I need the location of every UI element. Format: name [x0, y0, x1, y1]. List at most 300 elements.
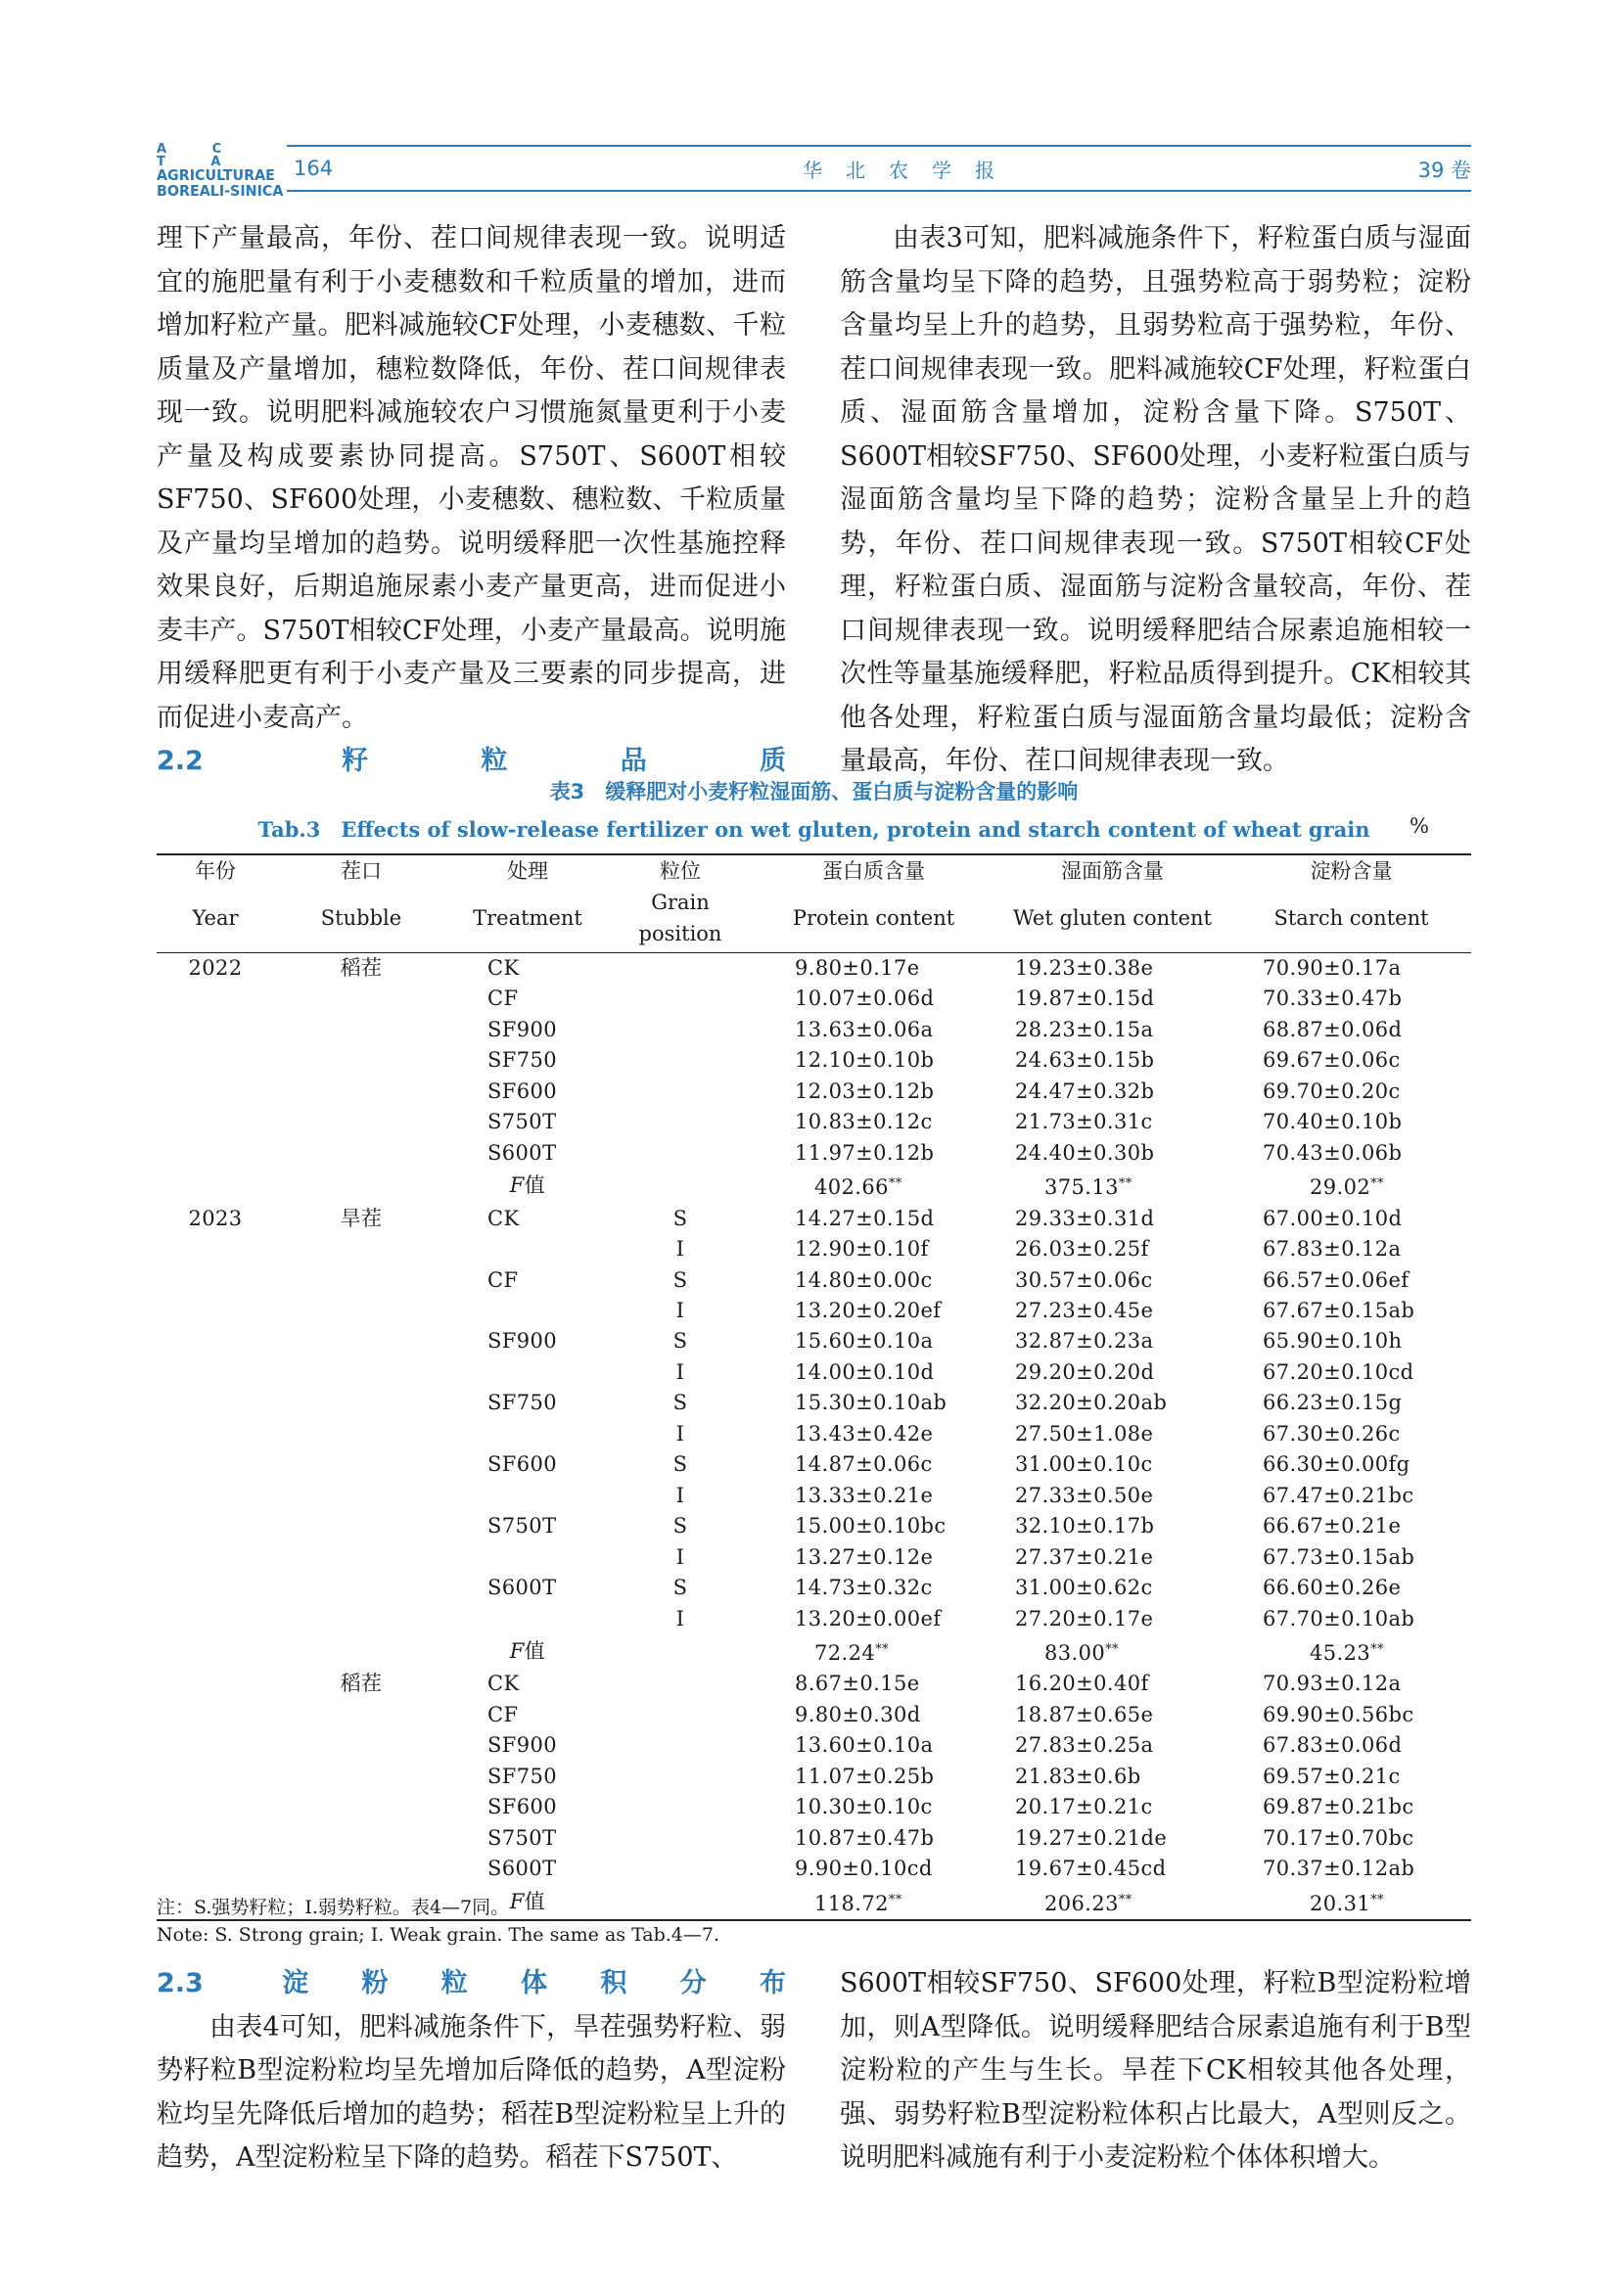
table-cell-treatment — [448, 1357, 607, 1388]
table-row — [157, 1138, 1471, 1169]
table-cell-protein: 14.87±0.06c — [795, 1452, 933, 1477]
table-cell-gluten: 27.20±0.17e — [1015, 1606, 1154, 1630]
table-row — [157, 1854, 1471, 1884]
table-cell-starch: 67.73±0.15ab — [1263, 1544, 1415, 1569]
table-cell-f-value — [754, 1634, 994, 1669]
table-cell-treatment: SF750 — [487, 1764, 558, 1788]
table-row — [157, 1077, 1471, 1107]
table-row — [157, 1388, 1471, 1418]
table-cell-starch: 70.37±0.12ab — [1263, 1857, 1415, 1881]
table-cell-grain-position — [607, 1138, 754, 1169]
table-row — [157, 984, 1471, 1014]
table-cell-gluten: 32.20±0.20ab — [1015, 1391, 1168, 1415]
table-row — [157, 1015, 1471, 1045]
table-cell-year — [157, 1045, 274, 1076]
table-cell-grain-position — [607, 1730, 754, 1761]
table-cell-gluten: 31.00±0.10c — [1015, 1452, 1153, 1477]
f-label: 值 — [524, 1173, 546, 1198]
table-cell-year — [157, 1138, 274, 1169]
table-cell-starch: 70.40±0.10b — [1263, 1110, 1403, 1134]
header-starch-en: Starch content — [1231, 887, 1471, 953]
table-cell-starch: 65.90±0.10h — [1263, 1329, 1403, 1354]
table-row — [157, 1107, 1471, 1137]
f-label: 值 — [524, 1638, 546, 1663]
table-cell-grain-position — [607, 1885, 754, 1919]
f-value: 29.02 — [1310, 1175, 1371, 1200]
table-cell-year — [157, 1326, 274, 1356]
table-cell-gluten: 27.83±0.25a — [1015, 1733, 1154, 1758]
table-cell-treatment — [448, 1296, 607, 1326]
header-starch-cn: 淀粉含量 — [1310, 859, 1393, 883]
table-cell-treatment — [448, 1604, 607, 1634]
table-cell-starch: 66.30±0.00fg — [1263, 1452, 1410, 1477]
table-cell-f-label — [448, 1169, 607, 1203]
right-column-bottom — [840, 1962, 1471, 2181]
header-year-cn: 年份 — [195, 859, 236, 883]
table-cell-grain-position: S — [672, 1267, 688, 1292]
table-cell-gluten: 19.87±0.15d — [1015, 987, 1155, 1011]
significance-mark: ** — [1118, 1892, 1133, 1907]
table-cell-protein: 13.20±0.20ef — [795, 1298, 942, 1322]
table-cell-grain-position: S — [672, 1452, 688, 1477]
table-cell-grain-position: S — [672, 1206, 688, 1230]
table-note-en: Note: S. Strong grain; I. Weak grain. The same as Tab.4—7. — [157, 1924, 720, 1946]
table-row — [157, 1234, 1471, 1264]
table-cell-starch: 67.67±0.15ab — [1263, 1298, 1415, 1322]
table-cell-gluten: 21.73±0.31c — [1015, 1110, 1153, 1134]
table-cell-starch: 70.90±0.17a — [1263, 956, 1402, 980]
header-rule-bottom — [287, 190, 1471, 192]
table-row — [157, 1296, 1471, 1326]
table-cell-protein: 14.00±0.10d — [795, 1359, 935, 1384]
table-cell-treatment: SF600 — [487, 1079, 558, 1103]
f-value: 83.00 — [1044, 1640, 1106, 1665]
f-symbol: F — [509, 1173, 525, 1198]
table-cell-starch: 70.43±0.06b — [1263, 1140, 1403, 1165]
table-cell-stubble — [274, 1388, 448, 1418]
table-header-en — [157, 887, 1471, 953]
table-cell-starch: 66.23±0.15g — [1263, 1391, 1403, 1415]
table-row — [157, 1326, 1471, 1356]
f-value: 402.66 — [814, 1175, 889, 1200]
header-rule-top — [287, 145, 1471, 147]
significance-mark: ** — [888, 1892, 902, 1907]
f-label: 值 — [524, 1889, 546, 1913]
table-cell-protein: 13.60±0.10a — [795, 1733, 934, 1758]
table-cell-grain-position: I — [675, 1421, 685, 1446]
section-number: 2.3 — [157, 1968, 204, 1998]
table-cell-protein: 15.00±0.10bc — [795, 1514, 947, 1538]
table-cell-grain-position: S — [672, 1391, 688, 1415]
table-cell-stubble — [274, 1265, 448, 1296]
table-cell-gluten: 24.40±0.30b — [1015, 1140, 1155, 1165]
table-cell-starch: 66.57±0.06ef — [1263, 1267, 1410, 1292]
right-column — [840, 217, 1471, 784]
table-cell-treatment: CK — [487, 1206, 520, 1230]
table-cell-protein: 12.03±0.12b — [795, 1079, 935, 1103]
table-cell-stubble — [274, 1634, 448, 1669]
table-cell-protein: 10.07±0.06d — [795, 987, 935, 1011]
table-cell-grain-position: S — [672, 1329, 688, 1354]
table-cell-year — [157, 1634, 274, 1669]
header-year-en: Year — [157, 887, 274, 953]
table-cell-protein: 13.43±0.42e — [795, 1421, 934, 1446]
table-cell-stubble — [274, 1015, 448, 1045]
section-number: 2.2 — [157, 746, 204, 776]
table-cell-treatment — [448, 1419, 607, 1449]
table-cell-gluten: 24.63±0.15b — [1015, 1048, 1155, 1073]
table-cell-year — [157, 1265, 274, 1296]
table-cell-gluten: 27.50±1.08e — [1015, 1421, 1154, 1446]
table-cell-treatment: SF900 — [487, 1733, 558, 1758]
table-cell-gluten: 27.23±0.45e — [1015, 1298, 1154, 1322]
table-cell-stubble — [274, 1604, 448, 1634]
table-cell-protein: 13.63±0.06a — [795, 1017, 934, 1041]
table-cell-gluten: 29.20±0.20d — [1015, 1359, 1155, 1384]
table-cell-starch: 67.47±0.21bc — [1263, 1483, 1414, 1507]
table-cell-year — [157, 1854, 274, 1884]
table-cell-grain-position: I — [675, 1483, 685, 1507]
table-cell-gluten: 19.27±0.21de — [1015, 1825, 1168, 1850]
table-cell-gluten: 27.37±0.21e — [1015, 1544, 1154, 1569]
table-cell-protein: 13.33±0.21e — [795, 1483, 934, 1507]
table-cell-year — [157, 984, 274, 1014]
header-protein-en: Protein content — [754, 887, 994, 953]
data-table — [157, 853, 1471, 1921]
table-cell-starch: 70.17±0.70bc — [1263, 1825, 1414, 1850]
table-cell-starch: 68.87±0.06d — [1263, 1017, 1403, 1041]
table-cell-year — [157, 1481, 274, 1511]
table-cell-grain-position — [607, 1669, 754, 1699]
page-number: 164 — [294, 157, 334, 180]
table-cell-treatment: CF — [487, 987, 519, 1011]
table-cell-stubble: 稻茬 — [340, 956, 383, 980]
table-cell-grain-position — [607, 1823, 754, 1854]
table-cell-grain-position: I — [675, 1359, 685, 1384]
table-cell-grain-position — [607, 1634, 754, 1669]
table-cell-grain-position: S — [672, 1576, 688, 1600]
table-cell-starch: 69.70±0.20c — [1263, 1079, 1401, 1103]
table-cell-year — [157, 1762, 274, 1792]
table-cell-stubble — [274, 1511, 448, 1541]
header-stubble-cn: 茬口 — [341, 859, 382, 883]
right-paragraph-1: 由表3可知，肥料减施条件下，籽粒蛋白质与湿面筋含量均呈下降的趋势，且强势粒高于弱势粒；淀粉含量均呈上升的趋势，且弱势粒高于强势粒，年份、茬口间规律表现一致。肥料减施较CF处理，籽粒蛋白质、湿面筋含量增加，淀粉含量下降。S750T、S600T相较SF750、SF600处理，小麦籽粒蛋白质与湿面筋含量均呈下降的趋势；淀粉含量呈上升的趋势，年份、茬口间规律表现一致。S750T相较CF处理，籽粒蛋白质、湿面筋与淀粉含量较高，年份、茬口间规律表现一致。说明缓释肥结合尿素追施相较一次性等量基施缓释肥，籽粒品质得到提升。CK相较其他各处理，籽粒蛋白质与湿面筋含量均最低；淀粉含量最高，年份、茬口间规律表现一致。 — [840, 223, 1471, 776]
table-cell-year — [157, 1730, 274, 1761]
table-cell-year — [157, 1234, 274, 1264]
section-title: 淀粉粒体积分布 — [228, 1968, 786, 1998]
table-cell-treatment: S750T — [487, 1514, 557, 1538]
table-note-cn: 注：S.强势籽粒；I.弱势籽粒。表4—7同。 — [157, 1897, 510, 1918]
table-cell-gluten: 20.17±0.21c — [1015, 1795, 1153, 1819]
header-grain-position-cn: 粒位 — [660, 859, 701, 883]
left-column — [157, 217, 786, 784]
table-cell-grain-position — [607, 1700, 754, 1730]
table-cell-grain-position — [607, 1762, 754, 1792]
table-cell-year — [157, 1077, 274, 1107]
table-cell-treatment: SF900 — [487, 1329, 558, 1354]
table-cell-grain-position — [607, 1077, 754, 1107]
significance-mark: ** — [1370, 1176, 1384, 1192]
table-cell-grain-position: I — [675, 1544, 685, 1569]
table-cell-stubble — [274, 1045, 448, 1076]
table-row — [157, 1730, 1471, 1761]
table-cell-year — [157, 1542, 274, 1573]
table-cell-gluten: 19.67±0.45cd — [1015, 1857, 1167, 1881]
table-cell-year — [157, 1169, 274, 1203]
table-cell-f-value — [754, 1169, 994, 1203]
table-cell-stubble — [274, 984, 448, 1014]
significance-mark: ** — [1370, 1641, 1384, 1657]
table-cell-treatment: CK — [487, 1672, 520, 1696]
table-cell-treatment: CK — [487, 956, 520, 980]
table-cell-protein: 14.73±0.32c — [795, 1576, 933, 1600]
table-body — [157, 953, 1471, 1920]
table-cell-starch: 70.33±0.47b — [1263, 987, 1403, 1011]
table-cell-year: 2023 — [188, 1206, 243, 1230]
table-cell-starch: 67.70±0.10ab — [1263, 1606, 1415, 1630]
table-cell-protein: 14.27±0.15d — [795, 1206, 935, 1230]
table-cell-year — [157, 1792, 274, 1822]
table-cell-treatment: SF750 — [487, 1048, 558, 1073]
table-cell-gluten: 32.10±0.17b — [1015, 1514, 1155, 1538]
table-row — [157, 1449, 1471, 1480]
table-cell-grain-position — [607, 1015, 754, 1045]
table-cell-gluten: 28.23±0.15a — [1015, 1017, 1154, 1041]
f-value: 118.72 — [814, 1891, 889, 1915]
table-cell-grain-position: S — [672, 1514, 688, 1538]
table-cell-treatment: S750T — [487, 1825, 557, 1850]
table-cell-treatment: S600T — [487, 1576, 557, 1600]
table-cell-year — [157, 1107, 274, 1137]
table-cell-grain-position: I — [675, 1298, 685, 1322]
table-cell-treatment: CF — [487, 1267, 519, 1292]
f-value: 206.23 — [1044, 1891, 1119, 1915]
table-row — [157, 1823, 1471, 1854]
table-cell-treatment — [448, 1234, 607, 1264]
volume-label: 39 卷 — [1417, 159, 1471, 182]
table-cell-starch: 67.83±0.06d — [1263, 1733, 1403, 1758]
table-cell-gluten: 27.33±0.50e — [1015, 1483, 1154, 1507]
left-paragraph-2: 由表4可知，肥料减施条件下，旱茬强势籽粒、弱势籽粒B型淀粉粒均呈先增加后降低的趋势，A型淀粉粒均呈先降低后增加的趋势；稻茬B型淀粉粒呈上升的趋势，A型淀粉粒呈下降的趋势。稻茬下S750T、 — [157, 2011, 786, 2173]
table-cell-grain-position — [607, 984, 754, 1014]
table-cell-protein: 12.90±0.10f — [795, 1237, 929, 1262]
table-cell-grain-position — [607, 953, 754, 985]
table-cell-stubble — [274, 1854, 448, 1884]
table-cell-protein: 13.27±0.12e — [795, 1544, 934, 1569]
table-cell-protein: 9.80±0.17e — [795, 956, 920, 980]
table-cell-year — [157, 1296, 274, 1326]
table-cell-starch: 67.00±0.10d — [1263, 1206, 1403, 1230]
table-cell-f-value — [754, 1885, 994, 1919]
table-cell-stubble — [274, 1449, 448, 1480]
table-cell-stubble — [274, 1138, 448, 1169]
table-cell-protein: 11.07±0.25b — [795, 1764, 935, 1788]
table-row — [157, 1169, 1471, 1203]
table-cell-year — [157, 1449, 274, 1480]
table-cell-stubble — [274, 1730, 448, 1761]
table-row — [157, 1419, 1471, 1449]
table-cell-treatment: CF — [487, 1702, 519, 1726]
table-cell-gluten: 26.03±0.25f — [1015, 1237, 1149, 1262]
table-cell-starch: 69.90±0.56bc — [1263, 1702, 1414, 1726]
table-cell-gluten: 19.23±0.38e — [1015, 956, 1154, 980]
table-cell-protein: 9.90±0.10cd — [795, 1857, 933, 1881]
table-cell-year — [157, 1357, 274, 1388]
table-cell-protein: 10.30±0.10c — [795, 1795, 933, 1819]
table-cell-gluten: 24.47±0.32b — [1015, 1079, 1155, 1103]
table-row — [157, 1204, 1471, 1234]
table-cell-f-label — [448, 1634, 607, 1669]
table-row — [157, 1481, 1471, 1511]
table-cell-year — [157, 1573, 274, 1603]
table-cell-stubble — [274, 1573, 448, 1603]
table-cell-gluten: 32.87±0.23a — [1015, 1329, 1154, 1354]
f-symbol: F — [509, 1638, 525, 1663]
table-cell-year — [157, 1700, 274, 1730]
table-cell-protein: 15.30±0.10ab — [795, 1391, 948, 1415]
table-row — [157, 953, 1471, 985]
table-cell-protein: 10.83±0.12c — [795, 1110, 933, 1134]
table-cell-grain-position: I — [675, 1606, 685, 1630]
table-cell-stubble — [274, 1169, 448, 1203]
table-unit: % — [1410, 814, 1429, 838]
table-cell-stubble — [274, 1419, 448, 1449]
table-cell-f-value — [1231, 1169, 1471, 1203]
header-treatment-en: Treatment — [448, 887, 607, 953]
table-cell-grain-position — [607, 1107, 754, 1137]
table-cell-starch: 67.30±0.26c — [1263, 1421, 1401, 1446]
table-row — [157, 1357, 1471, 1388]
table-cell-f-value — [1231, 1885, 1471, 1919]
table-cell-treatment: S600T — [487, 1140, 557, 1165]
table-cell-starch: 70.93±0.12a — [1263, 1672, 1402, 1696]
table-cell-gluten: 31.00±0.62c — [1015, 1576, 1153, 1600]
significance-mark: ** — [1370, 1892, 1384, 1907]
table-cell-stubble — [274, 1481, 448, 1511]
table-caption-cn: 表3 缓释肥对小麦籽粒湿面筋、蛋白质与淀粉含量的影响 — [549, 780, 1079, 804]
table-row — [157, 1634, 1471, 1669]
journal-logo — [157, 143, 284, 199]
table-row — [157, 1265, 1471, 1296]
table-cell-treatment — [448, 1542, 607, 1573]
table-cell-stubble — [274, 1792, 448, 1822]
table-row — [157, 1511, 1471, 1541]
header-gluten-en: Wet gluten content — [994, 887, 1231, 953]
table-cell-treatment: SF750 — [487, 1391, 558, 1415]
table-cell-starch: 69.67±0.06c — [1263, 1048, 1401, 1073]
left-paragraph-1: 理下产量最高，年份、茬口间规律表现一致。说明适宜的施肥量有利于小麦穗数和千粒质量的增加，进而增加籽粒产量。肥料减施较CF处理，小麦穗数、千粒质量及产量增加，穗粒数降低，年份、茬口间规律表现一致。说明肥料减施较农户习惯施氮量更利于小麦产量及构成要素协同提高。S750T、S600T相较SF750、SF600处理，小麦穗数、穗粒数、千粒质量及产量均呈增加的趋势。说明缓释肥一次性基施控释效果良好，后期追施尿素小麦产量更高，进而促进小麦丰产。S750T相较CF处理，小麦产量最高。说明施用缓释肥更有利于小麦产量及三要素的同步提高，进而促进小麦高产。 — [157, 223, 786, 733]
table-cell-stubble — [274, 1107, 448, 1137]
table-cell-starch: 67.83±0.12a — [1263, 1237, 1402, 1262]
table-cell-treatment: S750T — [487, 1110, 557, 1134]
table-cell-stubble — [274, 1823, 448, 1854]
table-cell-protein: 8.67±0.15e — [795, 1672, 920, 1696]
table-cell-treatment: SF900 — [487, 1017, 558, 1041]
table-cell-year — [157, 1604, 274, 1634]
table-cell-protein: 12.10±0.10b — [795, 1048, 935, 1073]
table-cell-grain-position — [607, 1792, 754, 1822]
header-gluten-cn: 湿面筋含量 — [1061, 859, 1164, 883]
table-cell-protein: 11.97±0.12b — [795, 1140, 935, 1165]
table-cell-protein: 10.87±0.47b — [795, 1825, 935, 1850]
table-cell-protein: 14.80±0.00c — [795, 1267, 933, 1292]
section-heading-2-3 — [157, 1962, 786, 2006]
table-row — [157, 1792, 1471, 1822]
table-cell-f-value — [1231, 1634, 1471, 1669]
table-cell-gluten: 30.57±0.06c — [1015, 1267, 1153, 1292]
table-cell-stubble — [274, 1326, 448, 1356]
table-cell-starch: 67.20±0.10cd — [1263, 1359, 1414, 1384]
table-cell-gluten: 18.87±0.65e — [1015, 1702, 1154, 1726]
table-caption-en: Tab.3 Effects of slow-release fertilizer on wet gluten, protein and starch content of wheat grain — [257, 817, 1370, 842]
table-cell-protein: 9.80±0.30d — [795, 1702, 921, 1726]
table-cell-year — [157, 1511, 274, 1541]
section-title: 籽粒品质 — [228, 746, 786, 776]
table-row — [157, 1573, 1471, 1603]
table-cell-year — [157, 1823, 274, 1854]
table-cell-stubble — [274, 1700, 448, 1730]
table-cell-stubble — [274, 1296, 448, 1326]
table-cell-year: 2022 — [188, 956, 243, 980]
table-cell-f-value — [994, 1169, 1231, 1203]
table-cell-grain-position — [607, 1854, 754, 1884]
table-cell-protein: 13.20±0.00ef — [795, 1606, 942, 1630]
table-cell-grain-position — [607, 1045, 754, 1076]
header-stubble-en: Stubble — [274, 887, 448, 953]
table-cell-f-value — [994, 1885, 1231, 1919]
table-cell-treatment: S600T — [487, 1857, 557, 1881]
table-cell-starch: 69.87±0.21bc — [1263, 1795, 1414, 1819]
table-cell-grain-position: I — [675, 1237, 685, 1262]
table-cell-year — [157, 1419, 274, 1449]
table-cell-starch: 69.57±0.21c — [1263, 1764, 1401, 1788]
significance-mark: ** — [875, 1641, 889, 1657]
table-row — [157, 1604, 1471, 1634]
table-row — [157, 1045, 1471, 1076]
logo-line-agriculturae: AGRICULTURAE — [157, 166, 275, 184]
f-value: 375.13 — [1044, 1175, 1119, 1200]
table-cell-f-value — [994, 1634, 1231, 1669]
table-cell-year — [157, 1015, 274, 1045]
table-cell-stubble: 旱茬 — [340, 1206, 383, 1230]
table-cell-stubble — [274, 1077, 448, 1107]
table-row — [157, 1762, 1471, 1792]
logo-line-acta: A C T A — [157, 142, 243, 169]
table-cell-starch: 66.67±0.21e — [1263, 1514, 1402, 1538]
table-cell-stubble — [274, 1542, 448, 1573]
f-symbol: F — [509, 1889, 525, 1913]
header-treatment-cn: 处理 — [507, 859, 548, 883]
f-value: 45.23 — [1310, 1640, 1371, 1665]
significance-mark: ** — [888, 1176, 902, 1192]
header-protein-cn: 蛋白质含量 — [822, 859, 925, 883]
f-value: 72.24 — [814, 1640, 876, 1665]
significance-mark: ** — [1105, 1641, 1119, 1657]
left-column-bottom — [157, 1962, 786, 2181]
table-cell-treatment: SF600 — [487, 1795, 558, 1819]
table-cell-gluten: 21.83±0.6b — [1015, 1764, 1141, 1788]
table-row — [157, 1700, 1471, 1730]
table-cell-treatment — [448, 1481, 607, 1511]
right-paragraph-2: S600T相较SF750、SF600处理，籽粒B型淀粉粒增加，则A型降低。说明缓释肥结合尿素追施有利于B型淀粉粒的产生与生长。旱茬下CK相较其他各处理，强、弱势籽粒B型淀粉粒体积占比最大，A型则反之。说明肥料减施有利于小麦淀粉粒个体体积增大。 — [840, 1968, 1471, 2173]
table-row — [157, 1542, 1471, 1573]
table-cell-stubble — [274, 1762, 448, 1792]
journal-title: 华北农学报 — [803, 159, 1018, 182]
table-header-cn — [157, 855, 1471, 887]
f-value: 20.31 — [1310, 1891, 1371, 1915]
table-cell-protein: 15.60±0.10a — [795, 1329, 934, 1354]
header-grain-position-en: Grain position — [607, 887, 754, 953]
